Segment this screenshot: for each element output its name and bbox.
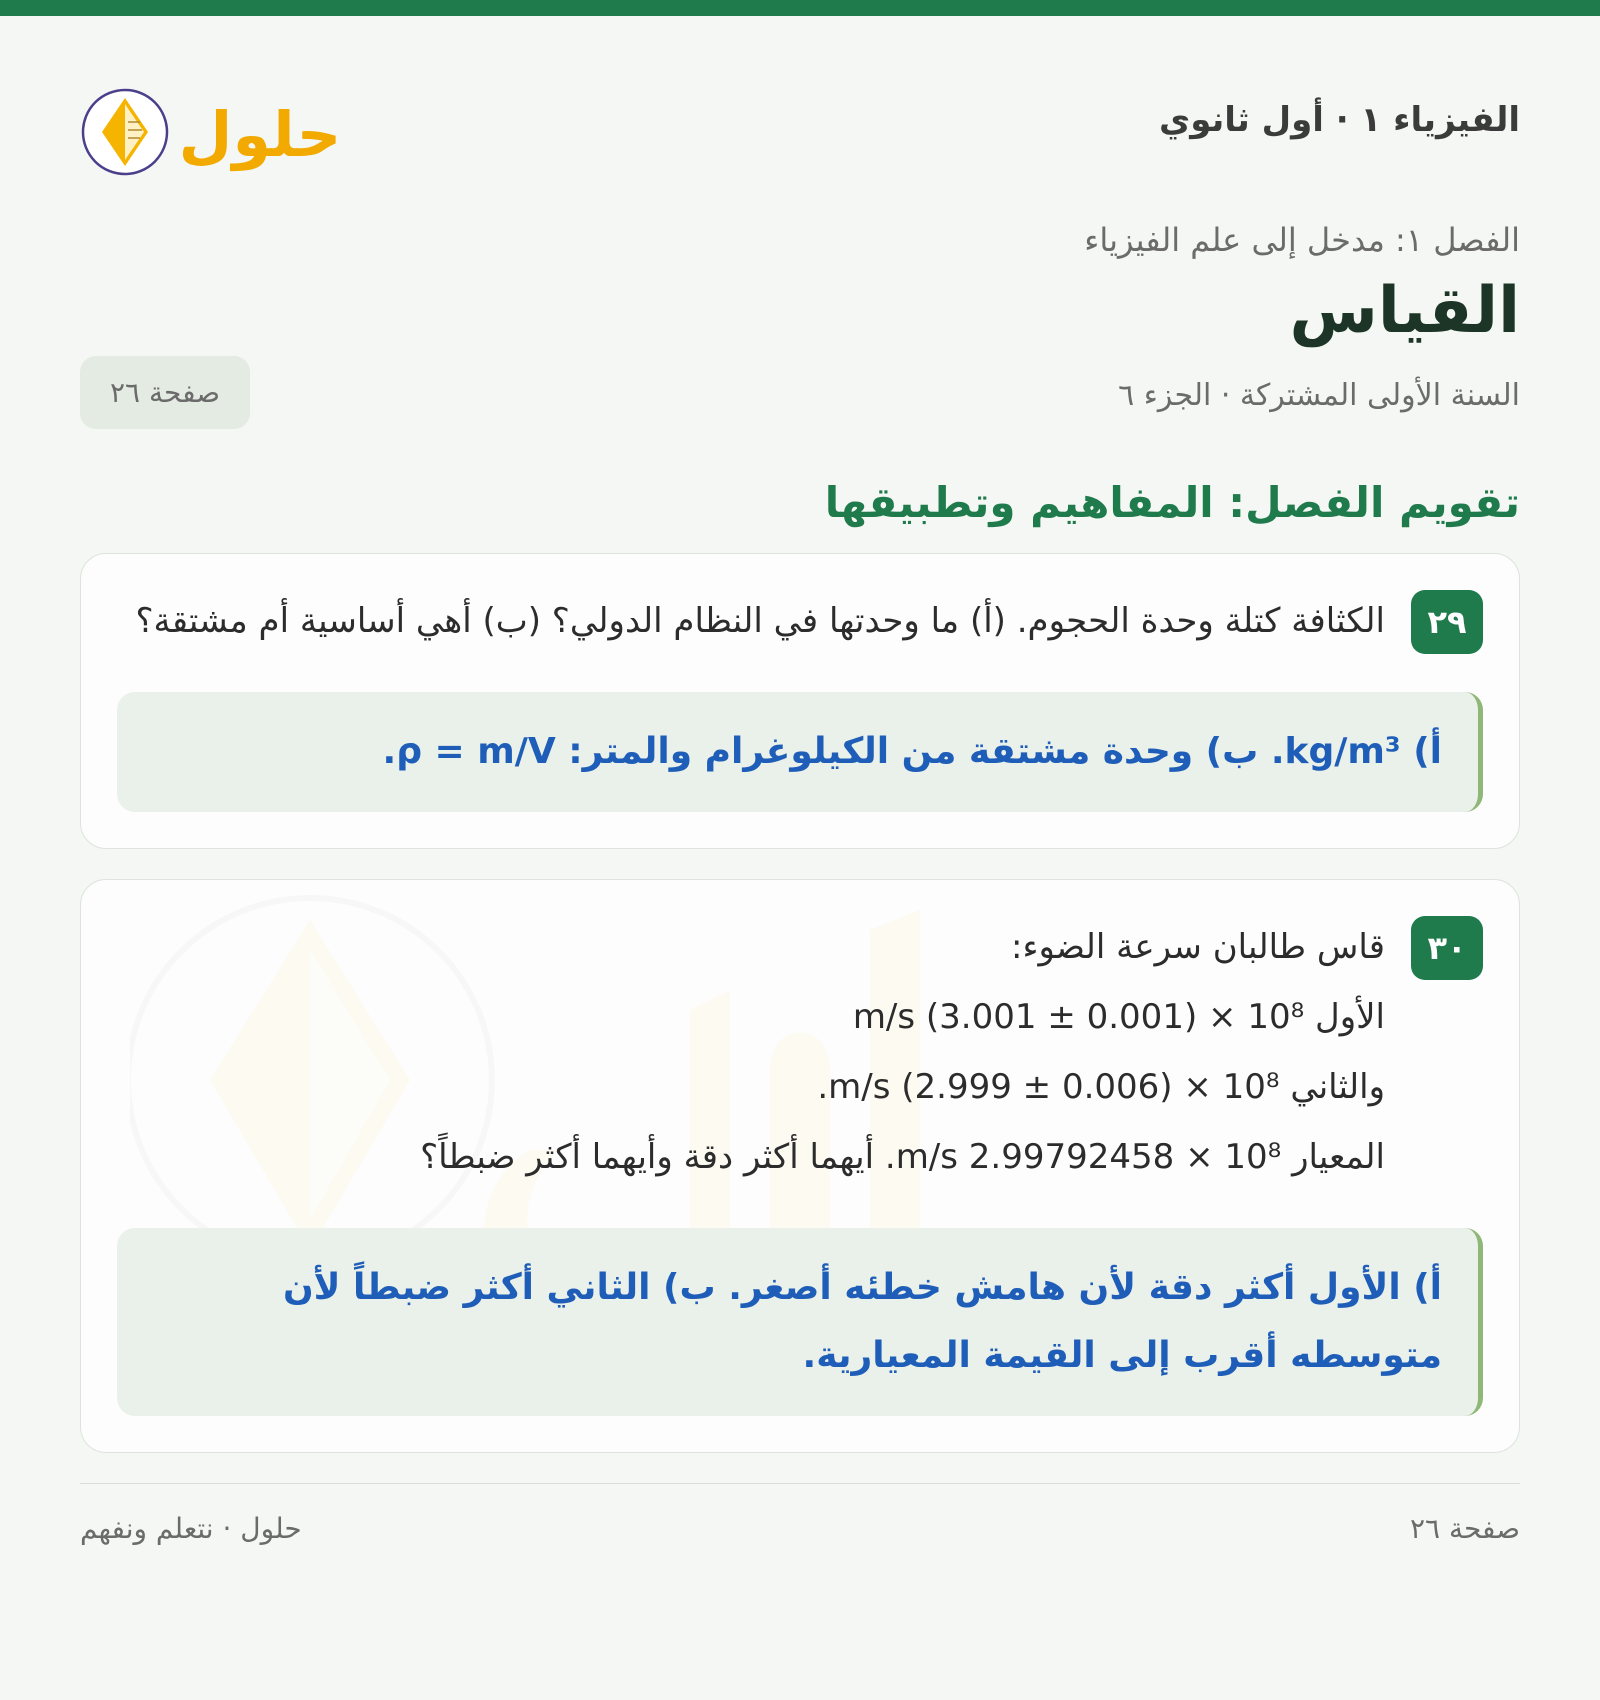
question-line: الكثافة كتلة وحدة الحجوم. (أ) ما وحدتها في النظام الدولي؟ (ب) أهي أساسية أم مشتقة؟ [135, 600, 1385, 641]
brand-logo[interactable] [80, 68, 360, 188]
question-number-badge: ٣٠ [1411, 916, 1483, 980]
svg-text:حلول: حلول [178, 98, 342, 171]
question-card [80, 879, 1520, 1453]
page-content [80, 16, 1520, 1564]
page-footer [80, 1483, 1520, 1564]
question-line: قاس طالبان سرعة الضوء: [1011, 926, 1385, 967]
question-number-badge: ٢٩ [1411, 590, 1483, 654]
chapter-label: الفصل ١: مدخل إلى علم الفيزياء [1084, 221, 1520, 259]
answer-box: أ) الأول أكثر دقة لأن هامش خطئه أصغر. ب) الثاني أكثر ضبطاً لأن متوسطه أقرب إلى القيمة المعيارية. [117, 1228, 1483, 1416]
question-line: المعيار m/s 2.99792458 × 10⁸. أيهما أكثر دقة وأيهما أكثر ضبطاً؟ [420, 1136, 1385, 1177]
footer-page-number: صفحة ٢٦ [1409, 1511, 1520, 1545]
lesson-title: القياس [1289, 274, 1520, 348]
section-heading: تقويم الفصل: المفاهيم وتطبيقها [824, 477, 1520, 527]
question-text [117, 586, 1385, 656]
question-card [80, 553, 1520, 849]
course-title: الفيزياء ١ · أول ثانوي [1159, 100, 1520, 140]
page-number-badge: صفحة ٢٦ [80, 356, 250, 429]
question-text [117, 912, 1385, 1192]
question-line: الأول m/s (3.001 ± 0.001) × 10⁸ [852, 996, 1385, 1037]
answer-box: أ) kg/m³. ب) وحدة مشتقة من الكيلوغرام والمتر: ρ = m/V. [117, 692, 1483, 812]
course-meta: السنة الأولى المشتركة · الجزء ٦ [1118, 377, 1520, 413]
question-line: والثاني m/s (2.999 ± 0.006) × 10⁸. [817, 1066, 1385, 1107]
footer-brand: حلول · نتعلم ونفهم [80, 1511, 302, 1545]
top-accent-bar [0, 0, 1600, 16]
meta-row [80, 356, 1520, 436]
page-header [80, 16, 1520, 221]
